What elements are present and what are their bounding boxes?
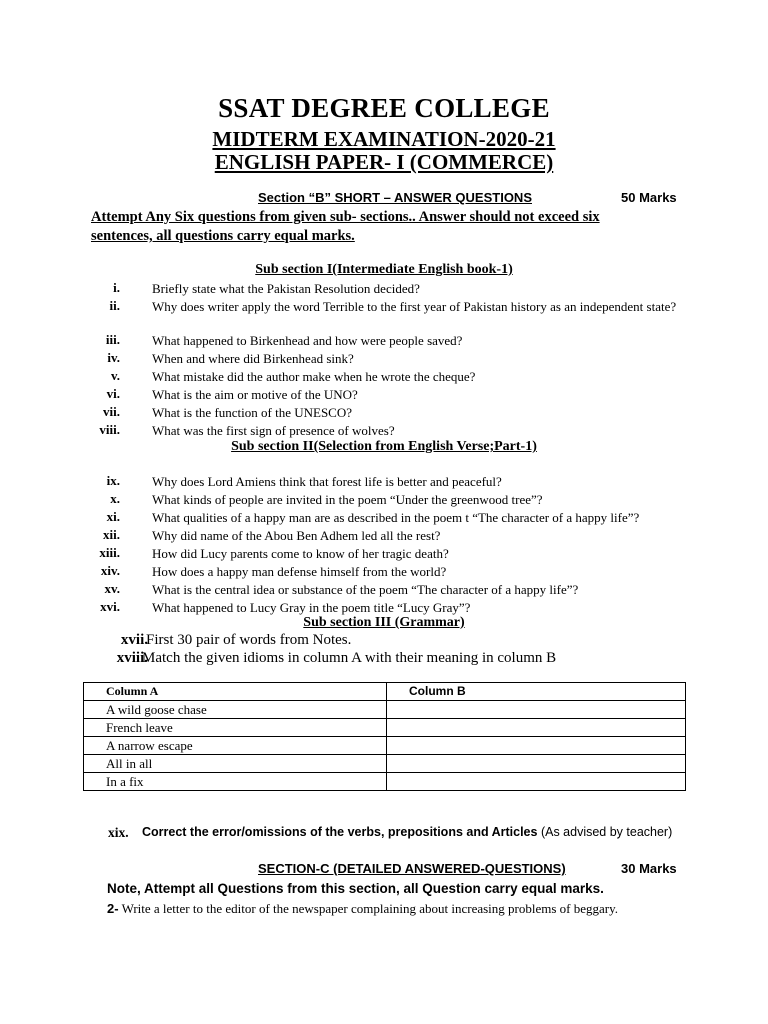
- paper-title: ENGLISH PAPER- I (COMMERCE): [214, 150, 554, 174]
- question-row: [0, 491, 768, 509]
- meaning-cell: [387, 773, 686, 791]
- question-number: xii.: [103, 527, 120, 542]
- question-row: [0, 298, 768, 332]
- college-title: SSAT DEGREE COLLEGE: [218, 93, 550, 123]
- question-number: xix.: [108, 825, 129, 840]
- question-number: x.: [110, 491, 120, 506]
- question-text: Why does writer apply the word Terrible to the first year of Pakistan history as an independent state?: [152, 299, 677, 314]
- question-row: [0, 422, 768, 440]
- table-row: [84, 737, 686, 755]
- question-row: [0, 368, 768, 386]
- section-b-instructions: Attempt Any Six questions from given sub- sections.. Answer should not exceed six sentences, all questions carry equal marks.: [91, 209, 600, 244]
- question-row: [0, 280, 768, 298]
- question-row: [0, 386, 768, 404]
- column-b-header: Column B: [387, 683, 686, 701]
- section-c-marks: 30 Marks: [621, 861, 677, 876]
- idiom-cell: All in all: [84, 755, 387, 773]
- question-number: xvii.: [120, 632, 148, 648]
- question-number: xiii.: [99, 545, 120, 560]
- question-row: [0, 825, 768, 845]
- idioms-table: [83, 682, 686, 791]
- sub-section-1-heading: Sub section I(Intermediate English book-1): [255, 262, 513, 277]
- question-number: iv.: [107, 350, 120, 365]
- question-row: [0, 509, 768, 527]
- section-b-marks: 50 Marks: [621, 190, 677, 205]
- question-text-note: (As advised by teacher): [537, 825, 673, 839]
- idiom-cell: A narrow escape: [84, 737, 387, 755]
- question-number: 2-: [107, 901, 119, 916]
- question-number: iii.: [105, 332, 120, 347]
- table-row: [84, 719, 686, 737]
- question-row: [0, 581, 768, 599]
- question-row: [0, 545, 768, 563]
- question-text: What happened to Birkenhead and how were people saved?: [152, 333, 463, 348]
- question-row: [0, 473, 768, 491]
- question-number: v.: [110, 368, 120, 383]
- section-c-note: Note, Attempt all Questions from this section, all Question carry equal marks.: [107, 881, 604, 896]
- question-text: How did Lucy parents come to know of her tragic death?: [152, 546, 449, 561]
- question-number: xviii.: [116, 650, 148, 666]
- question-text: First 30 pair of words from Notes.: [146, 632, 352, 648]
- meaning-cell: [387, 701, 686, 719]
- question-text: What mistake did the author make when he wrote the cheque?: [152, 369, 476, 384]
- question-text-bold: Correct the error/omissions of the verbs, prepositions and Articles: [142, 825, 538, 839]
- meaning-cell: [387, 737, 686, 755]
- question-number: vii.: [103, 404, 120, 419]
- table-row: [84, 773, 686, 791]
- question-text: Why did name of the Abou Ben Adhem led all the rest?: [152, 528, 441, 543]
- question-row: [0, 404, 768, 422]
- question-row: [0, 332, 768, 350]
- question-text: What kinds of people are invited in the poem “Under the greenwood tree”?: [152, 492, 543, 507]
- table-header-row: [84, 683, 686, 701]
- exam-title: MIDTERM EXAMINATION-2020-21: [212, 127, 556, 151]
- question-text: Why does Lord Amiens think that forest life is better and peaceful?: [152, 474, 502, 489]
- question-text: What is the aim or motive of the UNO?: [152, 387, 358, 402]
- question-text: How does a happy man defense himself from the world?: [152, 564, 447, 579]
- idiom-cell: French leave: [84, 719, 387, 737]
- question-number: ix.: [106, 473, 120, 488]
- question-row: [0, 632, 768, 652]
- meaning-cell: [387, 755, 686, 773]
- question-number: xvi.: [100, 599, 120, 614]
- question-row: [0, 527, 768, 545]
- question-number: ii.: [109, 298, 120, 313]
- question-text: When and where did Birkenhead sink?: [152, 351, 354, 366]
- question-text: [142, 825, 672, 839]
- question-number: vi.: [106, 386, 120, 401]
- question-number: xiv.: [100, 563, 120, 578]
- question-row: [0, 563, 768, 581]
- question-text: Briefly state what the Pakistan Resolution decided?: [152, 281, 420, 296]
- sub-section-2-heading: Sub section II(Selection from English Verse;Part-1): [231, 439, 537, 454]
- question-number: xv.: [104, 581, 120, 596]
- question-text: What was the first sign of presence of wolves?: [152, 423, 395, 438]
- question-row: [0, 650, 768, 670]
- section-c-title: SECTION-C (DETAILED ANSWERED-QUESTIONS): [258, 861, 566, 876]
- question-text: Match the given idioms in column A with their meaning in column B: [142, 650, 557, 666]
- meaning-cell: [387, 719, 686, 737]
- question-text: What is the function of the UNESCO?: [152, 405, 353, 420]
- question-text: What happened to Lucy Gray in the poem title “Lucy Gray”?: [152, 600, 471, 615]
- table-row: [84, 755, 686, 773]
- question-row: [0, 350, 768, 368]
- question-number: i.: [113, 280, 120, 295]
- question-text: What qualities of a happy man are as described in the poem t “The character of a happy life”?: [152, 510, 640, 525]
- question-row: [107, 901, 618, 917]
- idiom-cell: A wild goose chase: [84, 701, 387, 719]
- sub-section-3-heading: Sub section III (Grammar): [303, 615, 465, 630]
- question-text: What is the central idea or substance of the poem “The character of a happy life”?: [152, 582, 579, 597]
- table-row: [84, 701, 686, 719]
- section-b-title: Section “B” SHORT – ANSWER QUESTIONS: [258, 190, 532, 205]
- column-a-header: Column A: [84, 683, 387, 701]
- question-text: Write a letter to the editor of the newspaper complaining about increasing problems of beggary.: [118, 901, 619, 916]
- question-number: viii.: [99, 422, 120, 437]
- question-number: xi.: [106, 509, 120, 524]
- idiom-cell: In a fix: [84, 773, 387, 791]
